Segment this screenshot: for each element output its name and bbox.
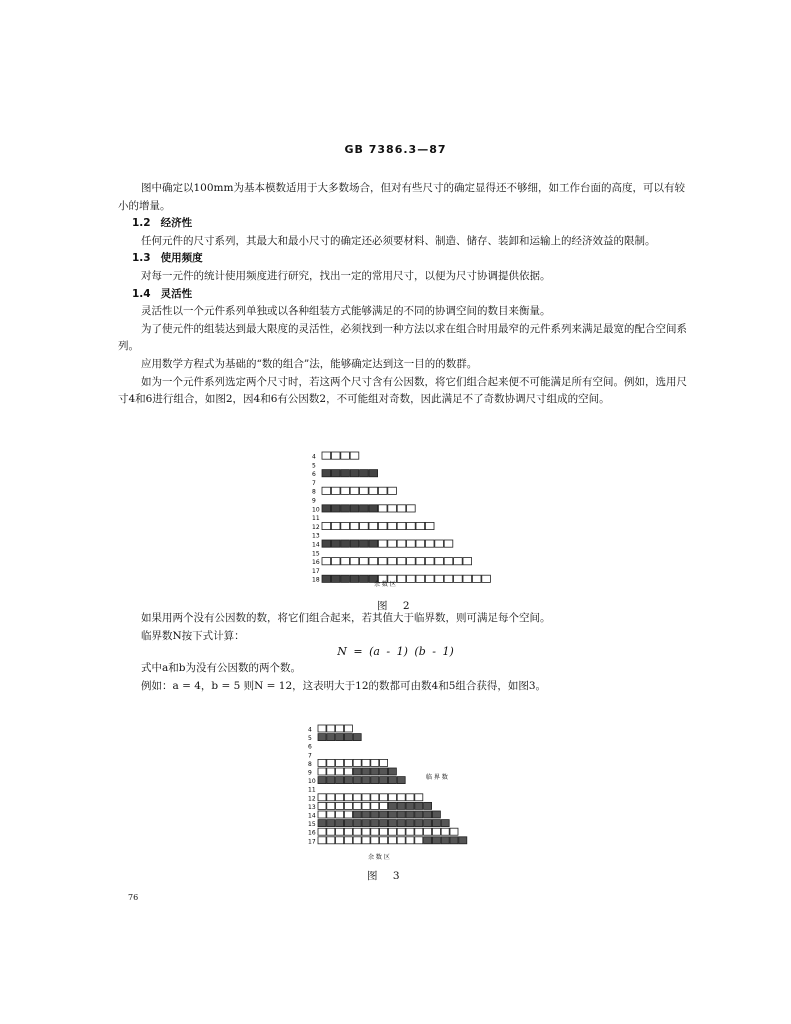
module-cell [318, 811, 326, 818]
module-cell [360, 558, 369, 565]
module-cell [322, 505, 331, 512]
module-cell [360, 522, 369, 529]
row-label: 10 [308, 778, 316, 786]
module-cell [360, 575, 369, 582]
module-cell [344, 777, 352, 784]
module-cell [353, 811, 361, 818]
module-cell [388, 837, 396, 844]
paragraph: 对每一元件的统计使用频度进行研究，找出一定的常用尺寸，以便为尺寸协调提供依据。 [141, 269, 551, 282]
module-cell [344, 768, 352, 775]
module-cell [369, 505, 378, 512]
module-cell [336, 725, 344, 732]
module-cell [378, 505, 387, 512]
module-cell [360, 487, 369, 494]
figure-3 [308, 723, 478, 863]
module-cell [397, 794, 405, 801]
module-cell [371, 828, 379, 835]
module-cell [432, 828, 440, 835]
module-cell [388, 768, 396, 775]
paragraph: 临界数N按下式计算： [141, 629, 245, 642]
figure-3-diagram [308, 723, 478, 863]
module-cell [459, 837, 467, 844]
module-cell [331, 540, 340, 547]
module-cell [344, 802, 352, 809]
module-cell [388, 794, 396, 801]
paragraph: 灵活性以一个元件系列单独或以各种组装方式能够满足的不同的协调空间的数目来衡量。 [141, 305, 551, 318]
module-cell [318, 734, 326, 741]
module-cell [327, 734, 335, 741]
figure-2-xlabel: 余 数 区 [374, 581, 396, 588]
module-cell [407, 505, 416, 512]
module-cell [388, 558, 397, 565]
module-cell [388, 802, 396, 809]
row-label: 5 [312, 462, 316, 470]
row-label: 14 [308, 812, 316, 820]
module-cell [369, 558, 378, 565]
module-cell [336, 828, 344, 835]
module-cell [362, 777, 370, 784]
paragraph: 如果用两个没有公因数的数，将它们组合起来，若其值大于临界数，则可满足每个空间。 [141, 612, 551, 624]
module-cell [407, 522, 416, 529]
module-cell [444, 575, 453, 582]
module-cell [415, 794, 423, 801]
section-heading-1-4 [118, 286, 690, 304]
module-cell [331, 452, 340, 459]
module-cell [415, 820, 423, 827]
module-cell [397, 837, 405, 844]
module-cell [360, 470, 369, 477]
module-cell [327, 828, 335, 835]
module-cell [331, 487, 340, 494]
module-cell [322, 470, 331, 477]
figure-2 [312, 450, 482, 590]
module-cell [378, 558, 387, 565]
module-cell [344, 759, 352, 766]
intro-paragraph: 图中确定以100mm为基本模数适用于大多数场合，但对有些尺寸的确定显得还不够细，如工作台面的高度，可以有较小的增量。 [118, 182, 685, 212]
module-cell [360, 505, 369, 512]
module-cell [331, 522, 340, 529]
module-cell [344, 820, 352, 827]
critical-number-formula: N = (a - 1) (b - 1) [337, 645, 454, 658]
module-cell [425, 575, 434, 582]
module-cell [435, 558, 444, 565]
module-cell [344, 794, 352, 801]
module-cell [416, 558, 425, 565]
module-cell [450, 837, 458, 844]
module-cell [435, 575, 444, 582]
module-cell [444, 540, 453, 547]
module-cell [388, 811, 396, 818]
module-cell [397, 777, 405, 784]
module-cell [362, 820, 370, 827]
paragraph: 应用数学方程式为基础的“数的组合”法，能够确定达到这一目的的数群。 [141, 357, 478, 370]
row-label: 10 [312, 506, 320, 514]
module-cell [362, 802, 370, 809]
module-cell [336, 811, 344, 818]
section-number: 1.3 [132, 252, 151, 265]
module-cell [341, 558, 350, 565]
module-cell [327, 794, 335, 801]
module-cell [406, 811, 414, 818]
module-cell [380, 759, 388, 766]
row-label: 15 [312, 550, 320, 558]
module-cell [472, 575, 481, 582]
module-cell [353, 828, 361, 835]
module-cell [344, 725, 352, 732]
module-cell [362, 837, 370, 844]
module-cell [388, 522, 397, 529]
row-label: 7 [308, 752, 312, 760]
module-cell [341, 575, 350, 582]
module-cell [378, 487, 387, 494]
module-cell [344, 837, 352, 844]
module-cell [369, 487, 378, 494]
module-cell [380, 828, 388, 835]
section-title: 使用频度 [160, 252, 203, 265]
module-cell [353, 768, 361, 775]
module-cell [388, 820, 396, 827]
section-title: 经济性 [160, 217, 193, 230]
module-cell [378, 540, 387, 547]
post-figure-text [118, 610, 690, 645]
module-cell [362, 768, 370, 775]
paragraph: 任何元件的尺寸系列，其最大和最小尺寸的确定还必须要材料、制造、储存、装卸和运输上的经济效益的限制。 [141, 234, 656, 247]
module-cell [450, 828, 458, 835]
body-text [118, 180, 690, 409]
section-title: 灵活性 [160, 287, 193, 300]
module-cell [331, 505, 340, 512]
module-cell [341, 540, 350, 547]
module-cell [416, 575, 425, 582]
module-cell [441, 820, 449, 827]
paragraph: 如为一个元件系列选定两个尺寸时，若这两个尺寸含有公因数，将它们组合起来便不可能满足所有空间。例如，选用尺寸4和6进行组合，如图2，因4和6有公因数2，不可能组对奇数，因此满足不了奇数协调尺寸组成的空间。 [118, 375, 687, 406]
module-cell [341, 487, 350, 494]
module-cell [318, 794, 326, 801]
module-cell [424, 828, 432, 835]
row-label: 16 [308, 829, 316, 837]
row-label: 14 [312, 541, 320, 549]
module-cell [353, 820, 361, 827]
module-cell [331, 470, 340, 477]
module-cell [350, 487, 359, 494]
module-cell [397, 811, 405, 818]
row-label: 13 [308, 803, 316, 811]
module-cell [369, 540, 378, 547]
module-cell [322, 487, 331, 494]
module-cell [425, 558, 434, 565]
module-cell [371, 837, 379, 844]
module-cell [336, 837, 344, 844]
module-cell [331, 575, 340, 582]
module-cell [407, 575, 416, 582]
module-cell [350, 575, 359, 582]
module-cell [336, 768, 344, 775]
module-cell [371, 802, 379, 809]
module-cell [344, 828, 352, 835]
module-cell [407, 558, 416, 565]
module-cell [416, 540, 425, 547]
module-cell [344, 811, 352, 818]
module-cell [350, 558, 359, 565]
module-cell [369, 522, 378, 529]
module-cell [336, 794, 344, 801]
module-cell [397, 505, 406, 512]
module-cell [322, 522, 331, 529]
module-cell [318, 820, 326, 827]
section-number: 1.2 [132, 217, 151, 230]
module-cell [318, 759, 326, 766]
module-cell [441, 837, 449, 844]
module-cell [441, 828, 449, 835]
module-cell [369, 470, 378, 477]
module-cell [397, 558, 406, 565]
module-cell [350, 470, 359, 477]
row-label: 18 [312, 576, 320, 584]
module-cell [380, 837, 388, 844]
module-cell [397, 828, 405, 835]
module-cell [353, 734, 361, 741]
module-cell [406, 828, 414, 835]
critical-number-label: 临 界 数 [426, 774, 448, 781]
module-cell [407, 540, 416, 547]
row-label: 17 [312, 567, 320, 575]
row-label: 17 [308, 838, 316, 846]
formula-definition: 式中a和b为没有公因数的两个数。 [141, 662, 301, 674]
module-cell [397, 820, 405, 827]
module-cell [362, 828, 370, 835]
row-label: 12 [308, 795, 316, 803]
module-cell [350, 452, 359, 459]
module-cell [362, 759, 370, 766]
row-label: 5 [308, 735, 312, 743]
module-cell [327, 811, 335, 818]
module-cell [432, 811, 440, 818]
module-cell [380, 820, 388, 827]
example-text: 例如：a = 4，b = 5 则N = 12，这表明大于12的数都可由数4和5组合获得，如图3。 [141, 680, 547, 692]
module-cell [388, 487, 397, 494]
module-cell [444, 558, 453, 565]
module-cell [327, 777, 335, 784]
module-cell [362, 811, 370, 818]
section-heading-1-2 [118, 215, 690, 233]
module-cell [388, 505, 397, 512]
module-cell [454, 558, 463, 565]
module-cell [388, 828, 396, 835]
module-cell [331, 558, 340, 565]
module-cell [425, 540, 434, 547]
module-cell [482, 575, 491, 582]
module-cell [350, 540, 359, 547]
figure-3-caption: 图 3 [367, 870, 406, 882]
row-label: 9 [308, 769, 312, 777]
module-cell [380, 811, 388, 818]
page-number: 76 [128, 893, 139, 902]
section-number: 1.4 [132, 287, 151, 300]
module-cell [360, 540, 369, 547]
module-cell [424, 820, 432, 827]
module-cell [318, 802, 326, 809]
module-cell [435, 540, 444, 547]
row-label: 13 [312, 532, 320, 540]
module-cell [322, 575, 331, 582]
module-cell [380, 777, 388, 784]
module-cell [378, 522, 387, 529]
module-cell [341, 470, 350, 477]
module-cell [388, 540, 397, 547]
module-cell [397, 522, 406, 529]
row-label: 8 [312, 488, 316, 496]
section-heading-1-3 [118, 250, 690, 268]
module-cell [371, 759, 379, 766]
figure-3-xlabel: 余 数 区 [368, 854, 390, 861]
module-cell [336, 734, 344, 741]
module-cell [362, 794, 370, 801]
module-cell [318, 837, 326, 844]
module-cell [424, 802, 432, 809]
module-cell [353, 759, 361, 766]
module-cell [344, 734, 352, 741]
module-cell [318, 828, 326, 835]
module-cell [371, 768, 379, 775]
module-cell [318, 768, 326, 775]
module-cell [327, 837, 335, 844]
row-label: 7 [312, 479, 316, 487]
module-cell [463, 575, 472, 582]
module-cell [341, 522, 350, 529]
module-cell [388, 777, 396, 784]
module-cell [463, 558, 472, 565]
row-label: 15 [308, 821, 316, 829]
module-cell [350, 522, 359, 529]
module-cell [415, 837, 423, 844]
module-cell [416, 522, 425, 529]
module-cell [318, 777, 326, 784]
module-cell [336, 759, 344, 766]
figure-2-diagram [312, 450, 482, 590]
module-cell [341, 452, 350, 459]
module-cell [322, 540, 331, 547]
module-cell [341, 505, 350, 512]
module-cell [415, 802, 423, 809]
standard-header: GB 7386.3—87 [344, 143, 447, 156]
row-label: 9 [312, 497, 316, 505]
module-cell [425, 522, 434, 529]
module-cell [350, 505, 359, 512]
module-cell [322, 558, 331, 565]
module-cell [454, 575, 463, 582]
module-cell [415, 828, 423, 835]
module-cell [353, 837, 361, 844]
figure-2-caption: 图 2 [377, 600, 416, 612]
row-label: 12 [312, 523, 320, 531]
module-cell [432, 820, 440, 827]
module-cell [327, 802, 335, 809]
module-cell [397, 540, 406, 547]
module-cell [406, 820, 414, 827]
module-cell [353, 802, 361, 809]
row-label: 11 [308, 786, 316, 794]
module-cell [415, 811, 423, 818]
module-cell [327, 768, 335, 775]
row-label: 16 [312, 559, 320, 567]
module-cell [353, 777, 361, 784]
module-cell [371, 811, 379, 818]
module-cell [380, 768, 388, 775]
module-cell [406, 802, 414, 809]
module-cell [318, 725, 326, 732]
row-label: 8 [308, 760, 312, 768]
row-label: 6 [308, 743, 312, 751]
module-cell [371, 777, 379, 784]
module-cell [424, 811, 432, 818]
module-cell [371, 794, 379, 801]
module-cell [406, 837, 414, 844]
module-cell [432, 837, 440, 844]
row-label: 6 [312, 471, 316, 479]
module-cell [327, 759, 335, 766]
row-label: 4 [312, 453, 316, 461]
row-label: 11 [312, 515, 320, 523]
module-cell [397, 802, 405, 809]
module-cell [327, 725, 335, 732]
module-cell [327, 820, 335, 827]
module-cell [424, 837, 432, 844]
module-cell [353, 794, 361, 801]
row-label: 4 [308, 726, 312, 734]
module-cell [380, 802, 388, 809]
module-cell [380, 794, 388, 801]
paragraph: 为了使元件的组装达到最大限度的灵活性，必须找到一种方法以求在组合时用最窄的元件系列来满足最宽的配合空间系列。 [118, 322, 687, 353]
module-cell [371, 820, 379, 827]
module-cell [336, 802, 344, 809]
module-cell [397, 575, 406, 582]
module-cell [322, 452, 331, 459]
module-cell [336, 820, 344, 827]
module-cell [406, 794, 414, 801]
module-cell [336, 777, 344, 784]
